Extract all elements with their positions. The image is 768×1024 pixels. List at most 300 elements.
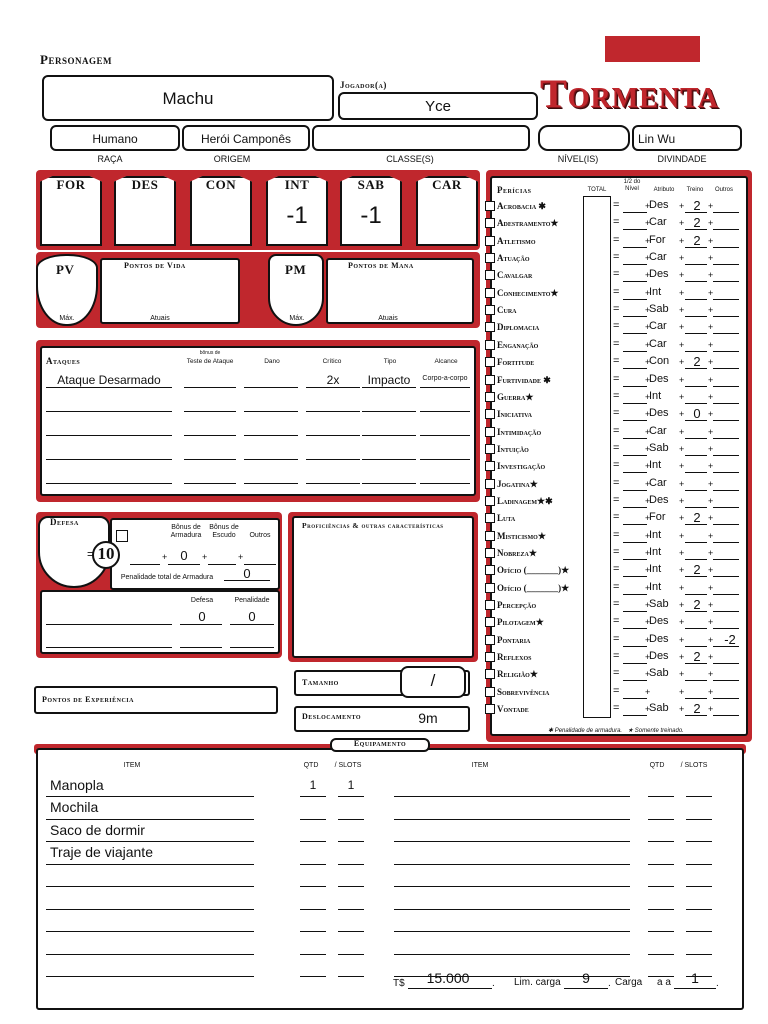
skill-plus-3: + — [708, 409, 714, 420]
skill-trained-checkbox[interactable] — [485, 288, 495, 298]
skill-equals: = — [613, 285, 620, 298]
equip-line[interactable] — [686, 819, 712, 820]
equip-line[interactable] — [46, 954, 254, 955]
equip-line[interactable] — [300, 841, 326, 842]
equip-line[interactable] — [300, 819, 326, 820]
load-dot: . — [716, 978, 719, 989]
skill-row — [497, 476, 747, 493]
skill-plus-1: + — [645, 235, 651, 246]
skill-attribute: Car — [649, 337, 667, 350]
pm-max-label: Máx. — [289, 315, 305, 322]
skill-training[interactable]: 2 — [693, 354, 701, 370]
skill-name: Acrobacia ✱ — [497, 201, 546, 211]
attr-car-label: CAR — [432, 177, 462, 192]
skill-trained-checkbox[interactable] — [485, 687, 495, 697]
skill-plus-2: + — [679, 426, 685, 437]
skill-trained-checkbox[interactable] — [485, 444, 495, 454]
skill-attribute: Sab — [649, 598, 669, 611]
slots-col-right: / SLOTS — [680, 762, 708, 769]
equip-line[interactable] — [300, 931, 326, 932]
skill-trained-checkbox[interactable] — [485, 322, 495, 332]
skill-name: Pilotagem★ — [497, 617, 544, 628]
pm-title: Pontos de Mana — [348, 261, 414, 270]
origin-label: ORIGEM — [213, 154, 251, 164]
player-name: Yce — [425, 98, 451, 115]
skill-plus-2: + — [679, 513, 685, 524]
type-label: Tipo — [383, 358, 397, 365]
skill-trained-checkbox[interactable] — [485, 375, 495, 385]
equip-line[interactable] — [46, 819, 254, 820]
equip-line[interactable] — [338, 841, 364, 842]
equip-line[interactable] — [394, 819, 630, 820]
skill-attribute: Con — [649, 355, 670, 368]
skill-plus-2: + — [679, 270, 685, 281]
origin-value: Herói Camponês — [200, 132, 292, 146]
armor-penalty-label: Penalidade total de Armadura — [120, 574, 214, 581]
skill-trained-checkbox[interactable] — [485, 461, 495, 471]
skill-attribute: For — [649, 233, 666, 246]
class-field[interactable] — [312, 125, 530, 151]
skill-attribute: Car — [649, 320, 667, 333]
skill-name: Enganação — [497, 339, 539, 350]
skill-trained-checkbox[interactable] — [485, 218, 495, 228]
skill-plus-2: + — [679, 686, 685, 697]
skill-plus-3: + — [708, 582, 714, 593]
skill-trained-checkbox[interactable] — [485, 496, 495, 506]
header-red-block — [605, 36, 700, 62]
skill-equals: = — [613, 650, 620, 663]
defense-plus-2: + — [202, 552, 208, 562]
skill-name: Cavalgar — [497, 270, 533, 281]
equip-line[interactable] — [338, 796, 364, 797]
skill-equals: = — [613, 199, 620, 211]
skill-attribute: Int — [649, 546, 662, 558]
item-col-right: ITEM — [471, 762, 489, 769]
skill-plus-1: + — [645, 582, 651, 593]
pm-current-label: Atuais — [378, 315, 398, 322]
skill-plus-3: + — [708, 565, 714, 576]
attr-des-label: DES — [131, 177, 159, 192]
equip-qty-0: 1 — [309, 778, 317, 792]
equip-line[interactable] — [686, 796, 712, 797]
skill-name: Jogatina★ — [497, 478, 538, 489]
skill-equals: = — [613, 580, 620, 593]
attacks-title: Ataques — [46, 356, 81, 366]
skill-trained-checkbox[interactable] — [485, 253, 495, 263]
origin-field[interactable] — [182, 125, 310, 151]
attr-con-label: CON — [205, 177, 237, 192]
equip-line[interactable] — [686, 841, 712, 842]
defense-title: Defesa — [50, 517, 79, 527]
skill-plus-2: + — [679, 391, 685, 402]
skill-attribute: Des — [649, 615, 669, 628]
skill-name: Pontaria — [497, 634, 531, 645]
equip-line[interactable] — [46, 864, 254, 865]
skill-plus-1: + — [645, 201, 651, 211]
skill-plus-2: + — [679, 461, 685, 472]
skill-plus-2: + — [679, 652, 685, 663]
skill-attribute: Int — [649, 389, 662, 402]
skill-row — [497, 701, 747, 718]
skill-equals: = — [613, 233, 620, 246]
skill-training[interactable]: 2 — [693, 562, 701, 578]
skill-equals: = — [613, 476, 620, 489]
race-field[interactable] — [50, 125, 180, 151]
skill-plus-2: + — [679, 374, 685, 385]
skill-row — [497, 545, 747, 562]
skill-trained-checkbox[interactable] — [485, 409, 495, 419]
skill-row — [497, 649, 747, 666]
equip-line[interactable] — [394, 931, 630, 932]
skill-attribute: Des — [649, 268, 669, 281]
skill-equals: = — [613, 528, 620, 541]
equip-line[interactable] — [300, 954, 326, 955]
level-field[interactable] — [538, 125, 630, 151]
skill-equals: = — [613, 546, 620, 558]
equip-line[interactable] — [394, 796, 630, 797]
skill-trained-checkbox[interactable] — [485, 479, 495, 489]
skill-trained-checkbox[interactable] — [485, 305, 495, 315]
equipment-title: Equipamento — [353, 739, 407, 748]
skill-attribute: Int — [649, 563, 662, 576]
training-col-label: Treino — [686, 187, 704, 193]
skill-row — [497, 597, 747, 614]
skill-plus-2: + — [679, 235, 685, 246]
penalty-col-label: Penalidade — [234, 597, 270, 604]
skill-training[interactable]: 2 — [693, 215, 701, 231]
item-defense: 0 — [198, 609, 206, 624]
skill-trained-checkbox[interactable] — [485, 704, 495, 714]
skill-row — [497, 684, 747, 701]
skill-trained-checkbox[interactable] — [485, 652, 495, 662]
skill-attribute: Des — [649, 407, 669, 420]
skill-trained-checkbox[interactable] — [485, 617, 495, 627]
equip-line[interactable] — [300, 796, 326, 797]
deity-label: DIVINDADE — [657, 154, 707, 164]
skill-plus-3: + — [708, 669, 714, 680]
defense-col-label: Defesa — [190, 597, 214, 604]
defense-equals: = — [87, 547, 95, 561]
skill-attribute: Car — [649, 476, 667, 489]
skill-trained-checkbox[interactable] — [485, 531, 495, 541]
equip-line[interactable] — [300, 976, 326, 977]
skill-name: Vontade — [497, 704, 529, 715]
skill-plus-2: + — [679, 617, 685, 628]
skill-plus-3: + — [708, 617, 714, 628]
skill-row — [497, 233, 747, 250]
skill-equals: = — [613, 268, 620, 281]
equip-line[interactable] — [300, 864, 326, 865]
skill-name: Percepção — [497, 600, 537, 611]
skill-attribute: Des — [649, 372, 669, 385]
skill-row — [497, 406, 747, 423]
skill-row — [497, 267, 747, 284]
skill-training[interactable]: 2 — [693, 597, 701, 613]
skill-name: Conhecimento★ — [497, 287, 559, 298]
attribute-col-label: Atributo — [653, 187, 675, 193]
skill-plus-2: + — [679, 339, 685, 350]
skill-training[interactable]: 0 — [693, 406, 701, 422]
pv-label: PV — [56, 262, 75, 277]
skill-plus-1: + — [645, 652, 651, 663]
equip-line[interactable] — [648, 796, 674, 797]
equip-line[interactable] — [338, 909, 364, 910]
skill-trained-checkbox[interactable] — [485, 635, 495, 645]
skill-row — [497, 250, 747, 267]
skill-plus-3: + — [708, 339, 714, 350]
money-dot: . — [492, 978, 495, 989]
pv-title: Pontos de Vida — [124, 261, 186, 270]
skill-plus-1: + — [645, 374, 651, 385]
page-title: Personagem — [40, 52, 112, 67]
equip-line[interactable] — [394, 886, 630, 887]
load-limit-dot: . — [608, 978, 611, 989]
skill-trained-checkbox[interactable] — [485, 270, 495, 280]
skill-training[interactable]: 2 — [693, 198, 701, 213]
skill-row — [497, 632, 747, 649]
skill-plus-3: + — [708, 253, 714, 264]
equip-line[interactable] — [394, 954, 630, 955]
skill-trained-checkbox[interactable] — [485, 583, 495, 593]
skill-plus-1: + — [645, 634, 651, 645]
defense-penalty: 0 — [243, 566, 251, 581]
skill-plus-3: + — [708, 443, 714, 454]
attr-int-label: INT — [284, 177, 310, 192]
equip-line[interactable] — [338, 954, 364, 955]
skill-attribute: Int — [649, 459, 662, 472]
skills-footnote — [548, 727, 684, 734]
skill-plus-3: + — [708, 322, 714, 333]
attacks-panel — [40, 346, 476, 496]
qty-col-left: QTD — [303, 762, 319, 769]
skill-name: Sobrevivência — [497, 686, 550, 697]
defense-others-label: Outros — [249, 532, 271, 539]
equip-line[interactable] — [394, 909, 630, 910]
skill-row — [497, 441, 747, 458]
skill-row — [497, 458, 747, 475]
skill-plus-2: + — [679, 218, 685, 229]
skill-plus-2: + — [679, 287, 685, 298]
skill-trained-checkbox[interactable] — [485, 357, 495, 367]
skill-plus-1: + — [645, 617, 651, 628]
equip-line[interactable] — [686, 886, 712, 887]
skill-name: Atletismo — [497, 235, 536, 246]
skill-row — [497, 337, 747, 354]
skill-row — [497, 666, 747, 683]
skill-trained-checkbox[interactable] — [485, 340, 495, 350]
skill-trained-checkbox[interactable] — [485, 565, 495, 575]
skill-plus-1: + — [645, 513, 651, 524]
character-name-field[interactable] — [42, 75, 334, 121]
skill-name: Fortitude — [497, 357, 535, 368]
skill-plus-3: + — [708, 287, 714, 298]
skill-name: Furtividade ✱ — [497, 374, 551, 385]
race-label: RAÇA — [97, 154, 123, 164]
skill-plus-3: + — [708, 513, 714, 524]
shield-bonus-label: Bônus de Escudo — [209, 524, 239, 539]
skill-equals: = — [613, 216, 620, 229]
equip-line[interactable] — [648, 841, 674, 842]
skill-name: Ladinagem★✱ — [497, 495, 553, 506]
equip-line[interactable] — [686, 931, 712, 932]
skill-attribute: Des — [649, 632, 669, 645]
footnote-trained: ★ Somente treinado. — [627, 728, 684, 734]
skill-plus-1: + — [645, 530, 651, 541]
skill-training[interactable]: 2 — [693, 510, 701, 526]
skill-name: Reflexos — [497, 652, 532, 663]
equip-line[interactable] — [648, 864, 674, 865]
skill-name: Cura — [497, 305, 517, 316]
pm-label: PM — [285, 262, 307, 277]
equip-line[interactable] — [46, 841, 254, 842]
skill-equals: = — [613, 563, 620, 576]
skill-trained-checkbox[interactable] — [485, 600, 495, 610]
equip-line[interactable] — [338, 976, 364, 977]
proficiencies-title: Proficiências & outras características — [302, 521, 444, 530]
equip-line[interactable] — [338, 886, 364, 887]
skill-trained-checkbox[interactable] — [485, 669, 495, 679]
skill-plus-2: + — [679, 478, 685, 489]
skill-attribute: Des — [649, 650, 669, 663]
equip-line[interactable] — [686, 954, 712, 955]
equip-line[interactable] — [394, 841, 630, 842]
skill-attribute: Des — [649, 199, 669, 211]
skill-plus-1: + — [645, 478, 651, 489]
skill-name: Diplomacia — [497, 322, 540, 333]
skill-equals: = — [613, 355, 620, 368]
skill-attribute: Sab — [649, 667, 669, 680]
equip-line[interactable] — [648, 909, 674, 910]
pv-max-label: Máx. — [59, 315, 75, 322]
skill-name: Misticismo★ — [497, 530, 546, 541]
equip-line[interactable] — [686, 909, 712, 910]
skill-trained-checkbox[interactable] — [485, 392, 495, 402]
skill-equals: = — [613, 372, 620, 385]
equip-line[interactable] — [338, 864, 364, 865]
skill-others[interactable]: -2 — [724, 631, 736, 647]
player-label: Jogador(a) — [340, 80, 387, 90]
equip-line[interactable] — [46, 931, 254, 932]
skill-equals: = — [613, 389, 620, 402]
player-field[interactable] — [338, 92, 538, 120]
proficiencies-panel[interactable] — [292, 516, 474, 658]
skill-plus-1: + — [645, 686, 651, 697]
equip-line[interactable] — [648, 886, 674, 887]
skill-plus-1: + — [645, 253, 651, 264]
skill-trained-checkbox[interactable] — [485, 427, 495, 437]
skill-row — [497, 493, 747, 510]
deity-field[interactable] — [632, 125, 742, 151]
skill-training[interactable]: 2 — [693, 232, 701, 248]
equip-line[interactable] — [648, 954, 674, 955]
skill-training[interactable]: 2 — [693, 701, 701, 717]
skill-row — [497, 528, 747, 545]
equip-line[interactable] — [300, 909, 326, 910]
skill-trained-checkbox[interactable] — [485, 236, 495, 246]
defense-plus-1: + — [162, 552, 168, 562]
class-label: CLASSE(S) — [386, 154, 434, 164]
money-value: 15.000 — [426, 970, 470, 986]
skill-plus-3: + — [708, 600, 714, 611]
defense-checkbox[interactable] — [116, 530, 128, 542]
skill-plus-1: + — [645, 270, 651, 281]
skill-name: Nobreza★ — [497, 548, 537, 558]
equip-line[interactable] — [648, 931, 674, 932]
skill-training[interactable]: 2 — [693, 649, 701, 665]
skill-equals: = — [613, 337, 620, 350]
equip-line[interactable] — [46, 886, 254, 887]
skill-row — [497, 302, 747, 319]
skills-title: Perícias — [497, 185, 532, 195]
attack-type: Impacto — [367, 373, 411, 387]
skill-plus-2: + — [679, 201, 685, 211]
defense-plus-3: + — [238, 552, 244, 562]
equip-item-2: Saco de dormir — [50, 822, 145, 838]
range-label: Alcance — [434, 358, 458, 365]
equip-item-3: Traje de viajante — [50, 844, 153, 860]
equip-slots-0: 1 — [347, 778, 355, 792]
skill-row — [497, 614, 747, 631]
attr-for-label: FOR — [56, 177, 86, 192]
skill-row — [497, 510, 747, 527]
skill-row — [497, 372, 747, 389]
equip-line[interactable] — [338, 931, 364, 932]
skill-plus-2: + — [679, 565, 685, 576]
skill-equals: = — [613, 493, 620, 506]
skill-equals: = — [613, 459, 620, 472]
equip-line[interactable] — [338, 819, 364, 820]
skill-trained-checkbox[interactable] — [485, 548, 495, 558]
item-penalty: 0 — [248, 609, 256, 624]
footnote-armor: ✱ Penalidade de armadura. — [548, 728, 623, 734]
load-limit-value: 9 — [582, 970, 590, 986]
equip-line[interactable] — [46, 976, 254, 977]
defense-armor: 0 — [180, 548, 188, 563]
skill-row — [497, 562, 747, 579]
xp-label: Pontos de Experiência — [42, 695, 134, 704]
skill-plus-3: + — [708, 374, 714, 385]
equip-line[interactable] — [686, 864, 712, 865]
equip-line[interactable] — [394, 864, 630, 865]
skill-plus-1: + — [645, 565, 651, 576]
skill-plus-3: + — [708, 461, 714, 472]
deity-value: Lin Wu — [638, 132, 676, 146]
defense-total: 10 — [97, 544, 115, 563]
skill-name: Ofício (_______)★ — [497, 565, 570, 576]
equip-line[interactable] — [46, 909, 254, 910]
skill-name: Guerra★ — [497, 391, 534, 402]
skill-equals: = — [613, 667, 620, 680]
skill-attribute: For — [649, 511, 666, 524]
equip-item-1: Mochila — [50, 799, 99, 815]
equip-line[interactable] — [648, 819, 674, 820]
skill-plus-3: + — [708, 305, 714, 316]
skill-plus-3: + — [708, 530, 714, 541]
skill-trained-checkbox[interactable] — [485, 201, 495, 211]
skill-equals: = — [613, 598, 620, 611]
skill-plus-1: + — [645, 495, 651, 506]
skill-equals: = — [613, 702, 620, 715]
equip-line[interactable] — [300, 886, 326, 887]
skill-trained-checkbox[interactable] — [485, 513, 495, 523]
equip-line[interactable] — [46, 796, 254, 797]
skill-plus-1: + — [645, 357, 651, 368]
skill-plus-2: + — [679, 253, 685, 264]
skill-plus-2: + — [679, 322, 685, 333]
skill-plus-2: + — [679, 704, 685, 715]
skill-plus-2: + — [679, 530, 685, 541]
level-label: NÍVEL(IS) — [557, 154, 599, 164]
